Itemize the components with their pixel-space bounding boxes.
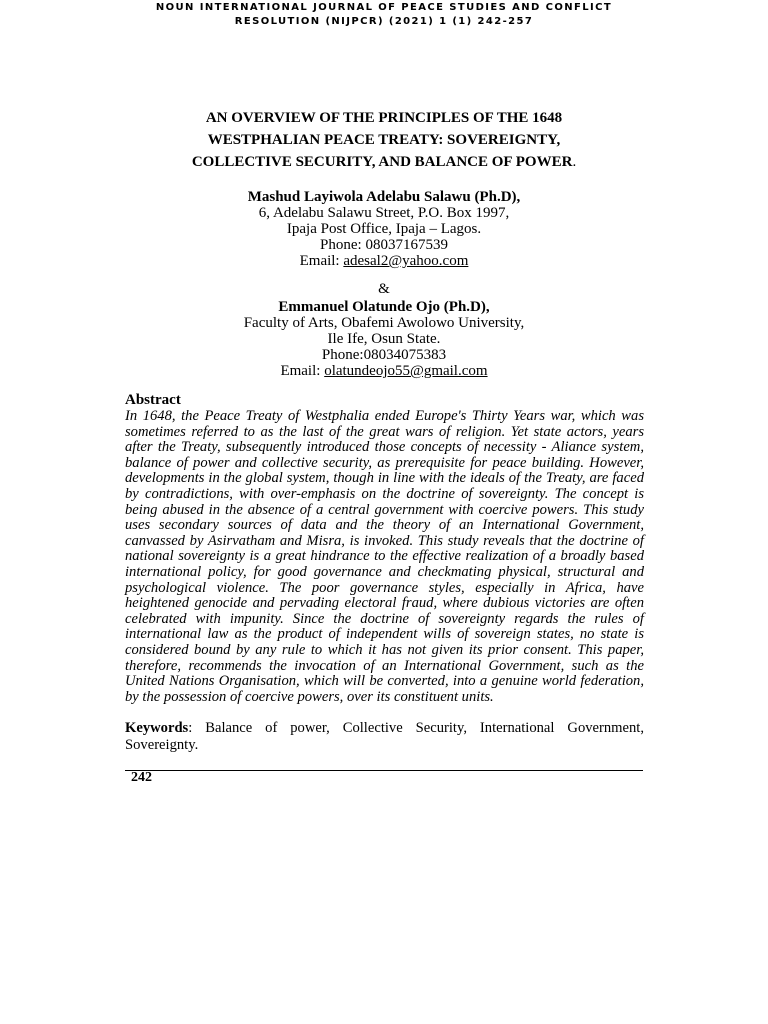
abstract-body: In 1648, the Peace Treaty of Westphalia ended Europe's Thirty Years war, which was sometimes referred to as the last of the great wars of religion. Yet state actors, years after the Treaty, subsequently introduced those concepts of necessity - Aliance system, balance of power and collective security, as prerequisite for peace building. However, developments in the global system, though in line with the ideals of the Treaty, are faced by contradictions, with over-emphasis on the doctrine of sovereignty. The concept is being abused in the absence of a central government with coercive powers. This study uses secondary sources of data and the theory of an International Government, canvassed by Asirvatham and Misra, is invoked. This study reveals that the doctrine of national sovereignty is a great hindrance to the effective realization of a broadly based international policy, for good governance and checkmating physical, structural and psychological violence. The poor governance styles, especially in Africa, have heightened genocide and pervading electoral fraud, where dubious victories are often celebrated with impunity. Since the doctrine of sovereignty regards the rules of international law as the product of independent wills of sovereign states, no state is considered bound by any rule to which it has not given its prior consent. This paper, therefore, recommends the invocation of an International Government, such as the United Nations Organisation, which will be converted, into a genuine world federation, by the possession of coercive powers, over its constituent units. bbox=[125, 408, 644, 705]
author-separator: & bbox=[378, 281, 390, 297]
author-1-name: Mashud Layiwola Adelabu Salawu (Ph.D), bbox=[247, 189, 521, 205]
author-2-email-line bbox=[0, 363, 768, 379]
paper-title bbox=[180, 107, 588, 173]
author-2-name: Emmanuel Olatunde Ojo (Ph.D), bbox=[278, 299, 490, 315]
footer-rule bbox=[125, 770, 643, 771]
title-line-1: AN OVERVIEW OF THE PRINCIPLES OF THE 1648 bbox=[205, 110, 563, 126]
author-2-email-label: Email: bbox=[280, 363, 325, 379]
title-end-mark: . bbox=[572, 154, 577, 170]
author-1-email-link[interactable]: adesal2@yahoo.com bbox=[343, 253, 469, 269]
author-1-email-line bbox=[0, 253, 768, 269]
title-line-3 bbox=[180, 151, 588, 173]
keywords-label: Keywords bbox=[125, 720, 189, 736]
keywords bbox=[125, 720, 644, 754]
running-head-line-1: NOUN INTERNATIONAL JOURNAL OF PEACE STUDIES AND CONFLICT bbox=[155, 2, 613, 13]
author-1-block bbox=[0, 189, 768, 269]
author-2-phone: Phone:08034075383 bbox=[321, 347, 447, 363]
author-1-address-line-1: 6, Adelabu Salawu Street, P.O. Box 1997, bbox=[258, 205, 510, 221]
author-2-affiliation-line-2: Ile Ife, Osun State. bbox=[327, 331, 441, 347]
author-2-block bbox=[0, 299, 768, 379]
author-1-address-line-2: Ipaja Post Office, Ipaja – Lagos. bbox=[286, 221, 482, 237]
abstract-heading: Abstract bbox=[125, 392, 181, 408]
page-number: 242 bbox=[131, 770, 152, 785]
running-head-line-2: RESOLUTION (NIJPCR) (2021) 1 (1) 242-257 bbox=[234, 16, 534, 27]
title-line-2: WESTPHALIAN PEACE TREATY: SOVEREIGNTY, bbox=[207, 132, 561, 148]
title-line-3-text: COLLECTIVE SECURITY, AND BALANCE OF POWER bbox=[191, 154, 573, 170]
keywords-text: : Balance of power, Collective Security, International Government, Sovereignty. bbox=[125, 720, 644, 753]
author-2-affiliation-line-1: Faculty of Arts, Obafemi Awolowo University, bbox=[243, 315, 525, 331]
author-2-email-link[interactable]: olatundeojo55@gmail.com bbox=[324, 363, 488, 379]
author-1-email-label: Email: bbox=[299, 253, 344, 269]
author-1-phone: Phone: 08037167539 bbox=[320, 237, 448, 253]
